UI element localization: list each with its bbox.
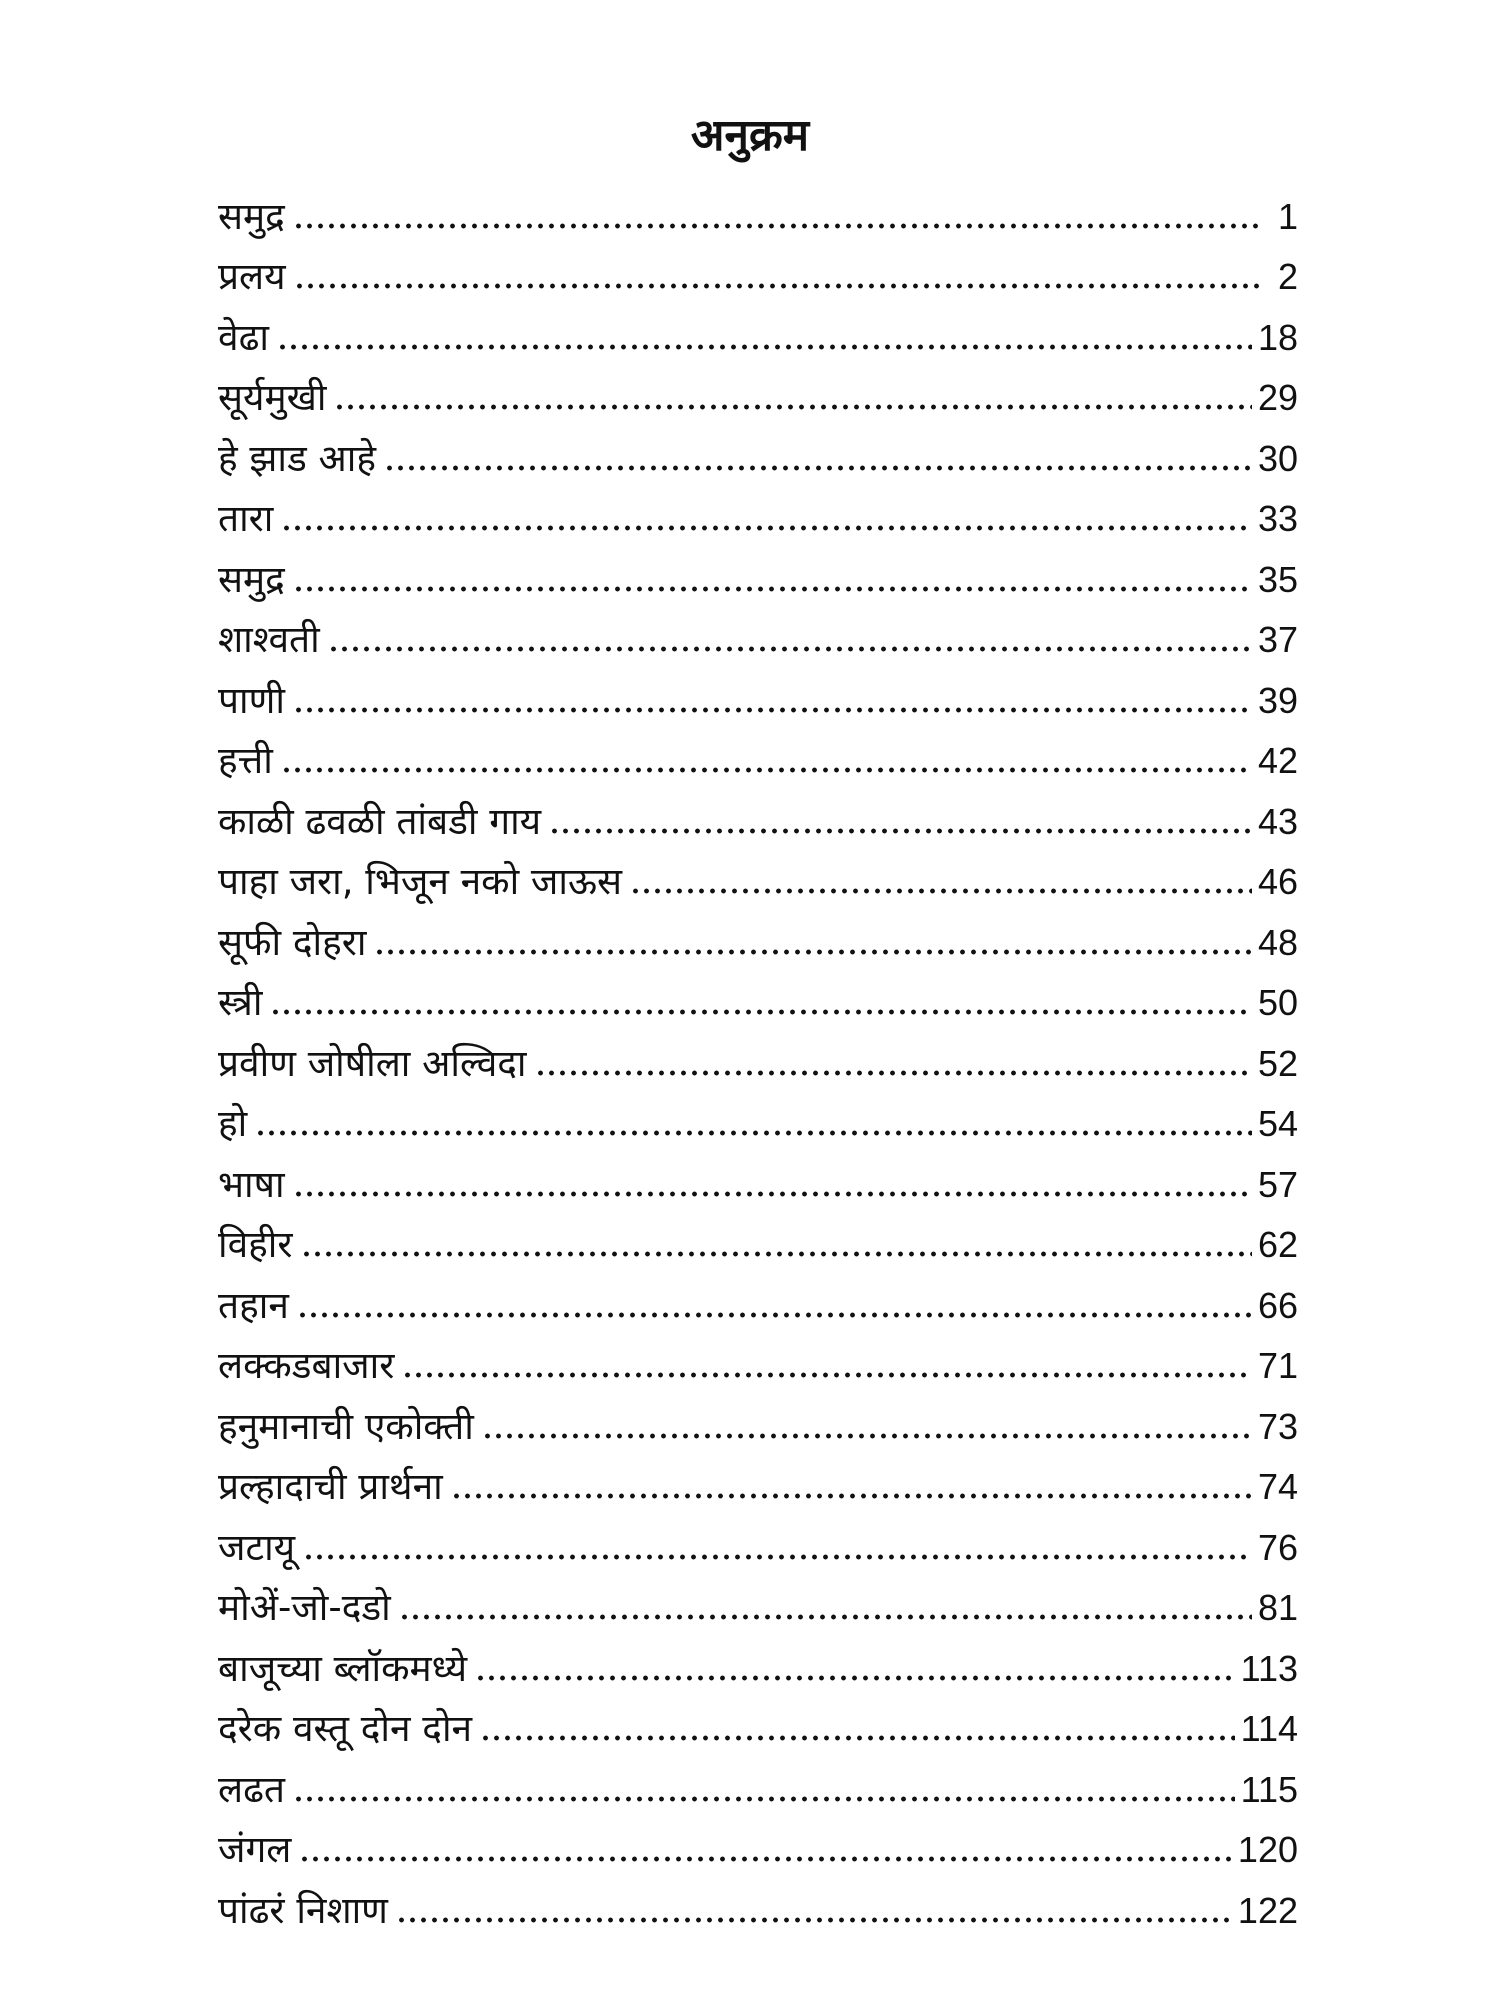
dot-leader (396, 1914, 1232, 1926)
toc-entry-page: 50 (1257, 982, 1298, 1023)
toc-entry (218, 1874, 1298, 1935)
toc-entry (218, 1088, 1298, 1149)
toc-entry (218, 1753, 1298, 1814)
toc-entry-page: 35 (1257, 558, 1298, 600)
toc-entry (218, 241, 1298, 302)
toc-entry-page: 76 (1257, 1526, 1298, 1568)
dot-leader (277, 341, 1252, 353)
dot-leader (402, 1369, 1252, 1381)
toc-entry-title: जटायू (218, 1525, 296, 1569)
toc-entry-title: प्रल्हादाची प्रार्थना (218, 1465, 443, 1508)
toc-entry-title: मोअें-जो-दडो (218, 1586, 391, 1629)
toc-entry (218, 362, 1298, 423)
toc-entry-title: वेढा (218, 315, 269, 359)
dot-leader (549, 825, 1252, 837)
toc-entry (218, 1572, 1298, 1633)
dot-leader (255, 1127, 1252, 1139)
toc-entry (218, 1451, 1298, 1512)
toc-entry-title: सूफी दोहरा (218, 920, 367, 964)
dot-leader (281, 764, 1252, 776)
toc-entry (218, 1209, 1298, 1270)
dot-leader (293, 220, 1262, 232)
toc-entry-page: 18 (1257, 316, 1298, 358)
dot-leader (293, 1188, 1252, 1200)
toc-entry-title: लक्कडबाजार (218, 1344, 395, 1387)
toc-entry (218, 1632, 1298, 1693)
toc-entry-title: तारा (218, 497, 274, 540)
toc-entry-title: पांढरं निशाण (218, 1888, 388, 1932)
toc-entry-title: बाजूच्या ब्लॉकमध्ये (218, 1646, 468, 1690)
toc-entry-page: 115 (1240, 1768, 1298, 1810)
toc-entry-title: प्रलय (218, 255, 286, 298)
toc-entry-title: हे झाड आहे (218, 436, 376, 480)
toc-entry-page: 46 (1257, 861, 1298, 902)
toc-entry-page: 71 (1257, 1345, 1298, 1386)
dot-leader (301, 1248, 1252, 1260)
dot-leader (270, 1006, 1252, 1018)
toc-entry-page: 2 (1277, 256, 1298, 297)
toc-entry-title: प्रवीण जोषीला अल्विदा (218, 1041, 527, 1085)
toc-entry (218, 1330, 1298, 1391)
toc-entry (218, 906, 1298, 967)
toc-entry-page: 113 (1240, 1647, 1298, 1689)
dot-leader (374, 946, 1251, 958)
dot-leader (535, 1067, 1252, 1079)
toc-entry (218, 301, 1298, 362)
dot-leader (475, 1672, 1235, 1684)
dot-leader (328, 643, 1252, 655)
toc-entry (218, 846, 1298, 907)
toc-entry-title: शाश्वती (218, 618, 320, 661)
toc-entry-title: लढत (218, 1767, 286, 1811)
toc-entry-title: पाहा जरा, भिजून नको जाऊस (218, 860, 623, 903)
dot-leader (451, 1490, 1252, 1502)
page-title: अनुक्रम (690, 110, 810, 161)
toc-entry-title: हनुमानाची एकोक्ती (218, 1404, 474, 1448)
toc-entry (218, 1148, 1298, 1209)
toc-entry-page: 57 (1257, 1163, 1298, 1205)
toc-entry-page: 74 (1257, 1466, 1298, 1507)
toc-entry (218, 180, 1298, 241)
toc-entry (218, 604, 1298, 665)
toc-entry-title: दरेक वस्तू दोन दोन (218, 1707, 473, 1750)
toc-entry-page: 81 (1257, 1587, 1298, 1628)
toc-entry-page: 114 (1240, 1708, 1298, 1749)
dot-leader (299, 1853, 1232, 1865)
toc-entry-title: तहान (218, 1283, 289, 1327)
toc-entry (218, 483, 1298, 544)
dot-leader (482, 1430, 1252, 1442)
toc-entry-title: हो (218, 1102, 248, 1145)
dot-leader (334, 401, 1252, 413)
toc-entry-page: 33 (1257, 498, 1298, 539)
toc-entry-title: समुद्र (218, 557, 285, 601)
toc-entry-page: 42 (1257, 740, 1298, 781)
toc-entry-page: 29 (1257, 377, 1298, 418)
dot-leader (281, 522, 1252, 534)
toc-entry-page: 37 (1257, 619, 1298, 660)
toc-entry-title: भाषा (218, 1162, 285, 1206)
toc-entry (218, 1511, 1298, 1572)
dot-leader (293, 583, 1252, 595)
toc-entry-title: काळी ढवळी तांबडी गाय (218, 799, 542, 843)
toc-entry (218, 785, 1298, 846)
toc-entry (218, 1814, 1298, 1875)
toc-entry (218, 1269, 1298, 1330)
toc-entry-page: 54 (1257, 1103, 1298, 1144)
toc-entry (218, 967, 1298, 1028)
toc-entry-page: 30 (1257, 437, 1298, 479)
toc-entry-page: 73 (1257, 1405, 1298, 1447)
toc-entry (218, 725, 1298, 786)
dot-leader (480, 1732, 1235, 1744)
toc-entry (218, 1693, 1298, 1754)
toc-entry-title: पाणी (218, 678, 285, 722)
toc-entry-title: सूर्यमुखी (218, 376, 327, 419)
dot-leader (293, 704, 1252, 716)
toc-entry-page: 48 (1257, 921, 1298, 963)
toc-entry-title: हत्ती (218, 739, 273, 782)
toc-entry (218, 1390, 1298, 1451)
dot-leader (384, 462, 1252, 474)
toc-entry (218, 664, 1298, 725)
dot-leader (399, 1611, 1252, 1623)
toc-entry-title: स्त्री (218, 981, 263, 1024)
dot-leader (293, 1793, 1235, 1805)
dot-leader (630, 885, 1252, 897)
toc-entry-title: जंगल (218, 1828, 292, 1871)
table-of-contents (218, 180, 1298, 1935)
dot-leader (294, 280, 1262, 292)
toc-entry-page: 52 (1257, 1042, 1298, 1084)
toc-entry-page: 120 (1237, 1829, 1298, 1870)
toc-entry-title: समुद्र (218, 194, 285, 238)
toc-entry-page: 122 (1237, 1889, 1298, 1931)
toc-entry-title: विहीर (218, 1223, 293, 1266)
toc-entry (218, 422, 1298, 483)
dot-leader (303, 1551, 1252, 1563)
toc-entry (218, 543, 1298, 604)
toc-entry-page: 43 (1257, 800, 1298, 842)
toc-entry (218, 1027, 1298, 1088)
dot-leader (297, 1309, 1252, 1321)
toc-entry-page: 66 (1257, 1284, 1298, 1326)
toc-entry-page: 1 (1277, 195, 1298, 237)
toc-entry-page: 62 (1257, 1224, 1298, 1265)
toc-entry-page: 39 (1257, 679, 1298, 721)
